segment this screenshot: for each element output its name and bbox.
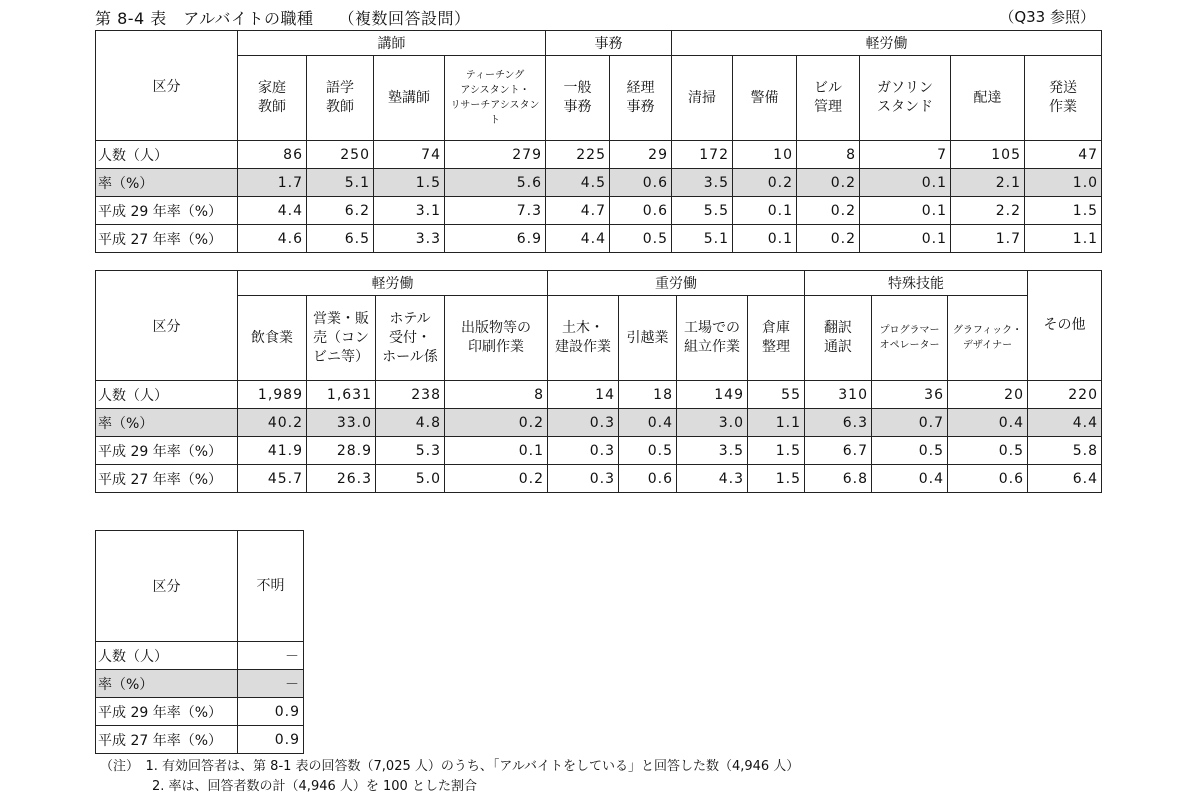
table-row: [96, 169, 1102, 197]
table-cell: 0.1: [445, 437, 548, 465]
table-row: [96, 642, 304, 670]
table-cell: 0.2: [797, 169, 860, 197]
table-cell: 0.3: [548, 465, 619, 493]
table-cell: 0.1: [860, 197, 951, 225]
table-cell: 18: [619, 381, 677, 409]
table-cell: 0.4: [619, 409, 677, 437]
occupation-table-1: [95, 30, 1102, 253]
row-label: 平成 29 年率（%）: [96, 197, 238, 225]
table-cell: 0.6: [948, 465, 1028, 493]
question-reference: （Q33 参照）: [999, 8, 1095, 26]
table-body: [96, 642, 304, 754]
table-cell: 1.7: [951, 225, 1025, 253]
table-cell: 6.2: [307, 197, 374, 225]
row-label: 人数（人）: [96, 141, 238, 169]
table-cell: 6.8: [805, 465, 872, 493]
table-cell: 5.3: [376, 437, 445, 465]
table-cell: 3.5: [672, 169, 733, 197]
row-label: 平成 27 年率（%）: [96, 225, 238, 253]
table-cell: 0.6: [610, 197, 672, 225]
column-header: プログラマー オペレーター: [872, 296, 948, 381]
table-cell: 149: [677, 381, 748, 409]
column-header: 警備: [733, 56, 797, 141]
table-cell: 0.2: [445, 409, 548, 437]
column-header: 土木・ 建設作業: [548, 296, 619, 381]
table-row: [96, 437, 1102, 465]
group-header-light-labor: 軽労働: [238, 271, 548, 296]
table-cell: 74: [374, 141, 445, 169]
table-cell: 5.0: [376, 465, 445, 493]
table-cell: 105: [951, 141, 1025, 169]
table-row: [96, 225, 1102, 253]
table-cell: 26.3: [307, 465, 376, 493]
group-header-office: 事務: [546, 31, 672, 56]
row-label: 人数（人）: [96, 642, 238, 670]
table-cell: 6.9: [445, 225, 546, 253]
column-header: 倉庫 整理: [748, 296, 805, 381]
kubun-header: 区分: [96, 271, 238, 381]
table-cell: 4.6: [238, 225, 307, 253]
table-cell: 4.8: [376, 409, 445, 437]
table-cell: 0.5: [872, 437, 948, 465]
table-cell: 6.7: [805, 437, 872, 465]
table-cell: 3.5: [677, 437, 748, 465]
column-header: 塾講師: [374, 56, 445, 141]
table-cell: 0.5: [948, 437, 1028, 465]
table-cell: 1.5: [1025, 197, 1102, 225]
table-cell: 1.1: [748, 409, 805, 437]
table-cell: 33.0: [307, 409, 376, 437]
column-header: グラフィック・ デザイナー: [948, 296, 1028, 381]
column-header: 引越業: [619, 296, 677, 381]
table-body: [96, 381, 1102, 493]
column-header: 家庭 教師: [238, 56, 307, 141]
table-cell: 0.3: [548, 409, 619, 437]
table-cell: 47: [1025, 141, 1102, 169]
table-cell: 41.9: [238, 437, 307, 465]
table-cell: 0.6: [610, 169, 672, 197]
table-cell: 0.5: [610, 225, 672, 253]
table-cell: 7.3: [445, 197, 546, 225]
table-cell: 2.1: [951, 169, 1025, 197]
table-cell: 2.2: [951, 197, 1025, 225]
table-cell: 0.1: [860, 169, 951, 197]
table-cell: －: [238, 670, 304, 698]
row-label: 平成 27 年率（%）: [96, 726, 238, 754]
row-label: 人数（人）: [96, 381, 238, 409]
table-cell: 225: [546, 141, 610, 169]
occupation-table-2: [95, 270, 1102, 493]
table-cell: 5.1: [672, 225, 733, 253]
table-cell: 0.2: [797, 197, 860, 225]
table-cell: 250: [307, 141, 374, 169]
table-cell: 55: [748, 381, 805, 409]
column-header: 一般 事務: [546, 56, 610, 141]
column-header: 翻訳 通訳: [805, 296, 872, 381]
table-cell: 4.4: [1028, 409, 1102, 437]
page-header: [95, 6, 1101, 28]
table-cell: 0.6: [619, 465, 677, 493]
table-row: [96, 381, 1102, 409]
table-cell: 310: [805, 381, 872, 409]
table-cell: 0.1: [733, 197, 797, 225]
table-cell: 0.4: [872, 465, 948, 493]
table-cell: 5.5: [672, 197, 733, 225]
table-cell: 1.5: [748, 465, 805, 493]
column-header: ティーチング アシスタント・ リサーチアシスタント: [445, 56, 546, 141]
table-cell: 172: [672, 141, 733, 169]
kubun-header: 区分: [96, 31, 238, 141]
table-cell: 29: [610, 141, 672, 169]
table-cell: 0.7: [872, 409, 948, 437]
table-cell: 1,631: [307, 381, 376, 409]
table-cell: 8: [445, 381, 548, 409]
table-cell: 238: [376, 381, 445, 409]
table-cell: 0.1: [733, 225, 797, 253]
column-header: 経理 事務: [610, 56, 672, 141]
occupation-table-3: [95, 530, 304, 754]
table-row: [96, 409, 1102, 437]
column-header: ビル 管理: [797, 56, 860, 141]
footnote-1: （注） 1. 有効回答者は、第 8-1 表の回答数（7,025 人）のうち、「アルバイトをしている」と回答した数（4,946 人）: [100, 759, 800, 774]
table-cell: 86: [238, 141, 307, 169]
column-header: 清掃: [672, 56, 733, 141]
table-cell: 1.5: [374, 169, 445, 197]
table-row: [96, 465, 1102, 493]
table-cell: 3.0: [677, 409, 748, 437]
table-cell: 6.3: [805, 409, 872, 437]
table-cell: 10: [733, 141, 797, 169]
table-cell: 0.9: [238, 698, 304, 726]
footnote-2: 2. 率は、回答者数の計（4,946 人）を 100 とした割合: [100, 779, 477, 794]
column-header: 配達: [951, 56, 1025, 141]
table-cell: 4.3: [677, 465, 748, 493]
group-header-light-labor: 軽労働: [672, 31, 1102, 56]
table-cell: 45.7: [238, 465, 307, 493]
table-row: [96, 726, 304, 754]
table-cell: 279: [445, 141, 546, 169]
table-cell: 1.5: [748, 437, 805, 465]
column-header: その他: [1028, 271, 1102, 381]
kubun-header: 区分: [96, 531, 238, 642]
table-cell: 4.7: [546, 197, 610, 225]
table-cell: 4.5: [546, 169, 610, 197]
table-body: [96, 141, 1102, 253]
column-header: ホテル 受付・ ホール係: [376, 296, 445, 381]
table-cell: 0.3: [548, 437, 619, 465]
row-label: 平成 29 年率（%）: [96, 698, 238, 726]
row-label: 率（%）: [96, 409, 238, 437]
table-cell: 0.4: [948, 409, 1028, 437]
table-cell: 0.5: [619, 437, 677, 465]
column-header: 語学 教師: [307, 56, 374, 141]
column-header: 飲食業: [238, 296, 307, 381]
table-cell: 1.7: [238, 169, 307, 197]
column-header: ガソリン スタンド: [860, 56, 951, 141]
table-cell: 7: [860, 141, 951, 169]
table-row: [96, 698, 304, 726]
table-cell: 14: [548, 381, 619, 409]
table-cell: 1.1: [1025, 225, 1102, 253]
group-header-lecturer: 講師: [238, 31, 546, 56]
column-header: 営業・販 売（コン ビニ等）: [307, 296, 376, 381]
table-cell: 3.3: [374, 225, 445, 253]
table-cell: 0.9: [238, 726, 304, 754]
row-label: 平成 29 年率（%）: [96, 437, 238, 465]
table-cell: 0.2: [733, 169, 797, 197]
table-title: 第 8-4 表 アルバイトの職種 （複数回答設問）: [95, 9, 471, 28]
table-cell: 28.9: [307, 437, 376, 465]
table-row: [96, 141, 1102, 169]
group-header-special-skills: 特殊技能: [805, 271, 1028, 296]
table-cell: 0.2: [445, 465, 548, 493]
table-cell: 0.2: [797, 225, 860, 253]
table-row: [96, 197, 1102, 225]
table-cell: 5.8: [1028, 437, 1102, 465]
row-label: 平成 27 年率（%）: [96, 465, 238, 493]
table-cell: 4.4: [546, 225, 610, 253]
table-row: [96, 670, 304, 698]
table-cell: 0.1: [860, 225, 951, 253]
row-label: 率（%）: [96, 670, 238, 698]
table-cell: 20: [948, 381, 1028, 409]
column-header: 発送 作業: [1025, 56, 1102, 141]
table-cell: 1.0: [1025, 169, 1102, 197]
table-cell: 5.1: [307, 169, 374, 197]
footnotes: [100, 757, 799, 797]
table-cell: 6.4: [1028, 465, 1102, 493]
table-cell: 1,989: [238, 381, 307, 409]
column-header: 不明: [238, 531, 304, 642]
column-header: 工場での 組立作業: [677, 296, 748, 381]
column-header: 出版物等の 印刷作業: [445, 296, 548, 381]
table-cell: 8: [797, 141, 860, 169]
group-header-heavy-labor: 重労働: [548, 271, 805, 296]
table-cell: 40.2: [238, 409, 307, 437]
row-label: 率（%）: [96, 169, 238, 197]
table-cell: 6.5: [307, 225, 374, 253]
table-cell: 3.1: [374, 197, 445, 225]
table-cell: 4.4: [238, 197, 307, 225]
table-cell: 220: [1028, 381, 1102, 409]
table-cell: －: [238, 642, 304, 670]
table-cell: 5.6: [445, 169, 546, 197]
table-cell: 36: [872, 381, 948, 409]
